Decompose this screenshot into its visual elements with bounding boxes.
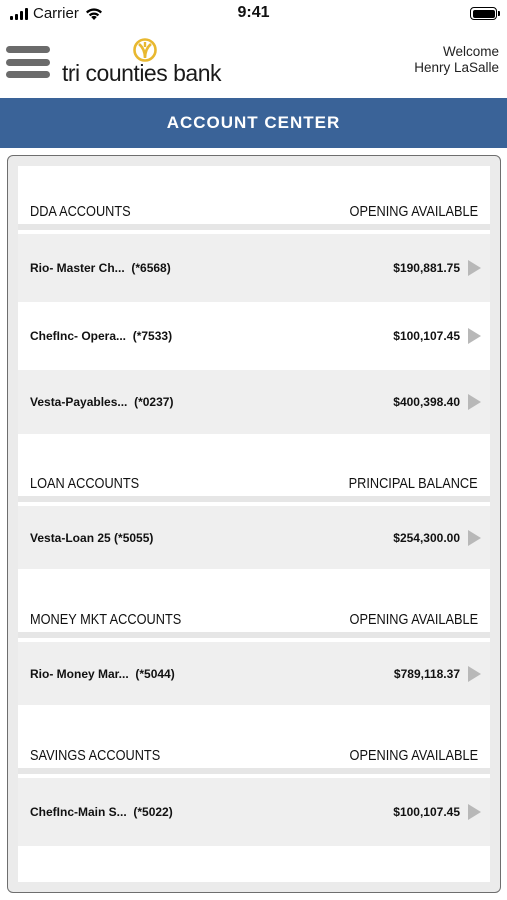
account-label: Vesta-Payables... (*0237) <box>30 395 174 409</box>
hamburger-menu-button[interactable] <box>6 46 50 78</box>
welcome-label: Welcome <box>442 44 499 59</box>
section-header-dda <box>18 166 490 230</box>
page-title: ACCOUNT CENTER <box>166 113 341 132</box>
account-label: Vesta-Loan 25 (*5055) <box>30 530 154 545</box>
menu-bar-icon <box>6 46 50 53</box>
section-column-label: PRINCIPAL BALANCE <box>348 476 478 492</box>
section-title: MONEY MKT ACCOUNTS <box>30 612 182 628</box>
menu-bar-icon <box>6 71 50 78</box>
chevron-right-icon <box>468 394 481 410</box>
page-title-bar <box>0 98 507 148</box>
account-row[interactable] <box>18 642 490 705</box>
section-header-money-market <box>18 574 490 638</box>
section-divider <box>18 632 490 638</box>
accounts-list[interactable] <box>18 166 490 882</box>
bank-logo-text: tri counties bank <box>62 60 221 86</box>
menu-bar-icon <box>6 59 50 66</box>
section-divider <box>18 224 490 230</box>
account-label: ChefInc-Main S... (*5022) <box>30 805 173 819</box>
user-name: Henry LaSalle <box>414 60 499 75</box>
account-row[interactable] <box>18 370 490 434</box>
chevron-right-icon <box>468 328 481 344</box>
section-divider <box>18 768 490 774</box>
account-balance: $100,107.45 <box>393 329 460 343</box>
account-balance: $400,398.40 <box>393 395 460 409</box>
section-divider <box>18 496 490 502</box>
clock: 9:41 <box>237 4 270 21</box>
accounts-panel <box>7 155 501 893</box>
section-column-label: OPENING AVAILABLE <box>349 612 478 628</box>
chevron-right-icon <box>468 804 481 820</box>
account-label: ChefInc- Opera... (*7533) <box>30 329 173 343</box>
carrier-name: Carrier <box>33 5 79 22</box>
chevron-right-icon <box>468 530 481 546</box>
battery-icon <box>470 7 497 20</box>
account-row[interactable] <box>18 302 490 370</box>
account-row[interactable] <box>18 506 490 569</box>
bank-logo-mark-icon <box>132 38 158 62</box>
account-balance: $789,118.37 <box>393 666 460 681</box>
welcome-message <box>414 44 499 76</box>
app-header <box>0 28 507 98</box>
section-header-loan <box>18 438 490 502</box>
section-header-savings <box>18 710 490 774</box>
account-row[interactable] <box>18 234 490 302</box>
chevron-right-icon <box>468 666 481 682</box>
account-balance: $254,300.00 <box>393 530 460 545</box>
chevron-right-icon <box>468 260 481 276</box>
section-title: SAVINGS ACCOUNTS <box>30 748 161 764</box>
section-title: LOAN ACCOUNTS <box>30 476 140 492</box>
account-label: Rio- Money Mar... (*5044) <box>30 666 175 681</box>
account-balance: $190,881.75 <box>393 261 460 275</box>
status-bar <box>0 0 507 28</box>
section-column-label: OPENING AVAILABLE <box>349 204 478 220</box>
section-title: DDA ACCOUNTS <box>30 204 131 220</box>
section-column-label: OPENING AVAILABLE <box>349 748 478 764</box>
account-balance: $100,107.45 <box>393 805 460 819</box>
account-row[interactable] <box>18 778 490 846</box>
account-label: Rio- Master Ch... (*6568) <box>30 261 171 275</box>
bank-logo <box>62 38 232 90</box>
